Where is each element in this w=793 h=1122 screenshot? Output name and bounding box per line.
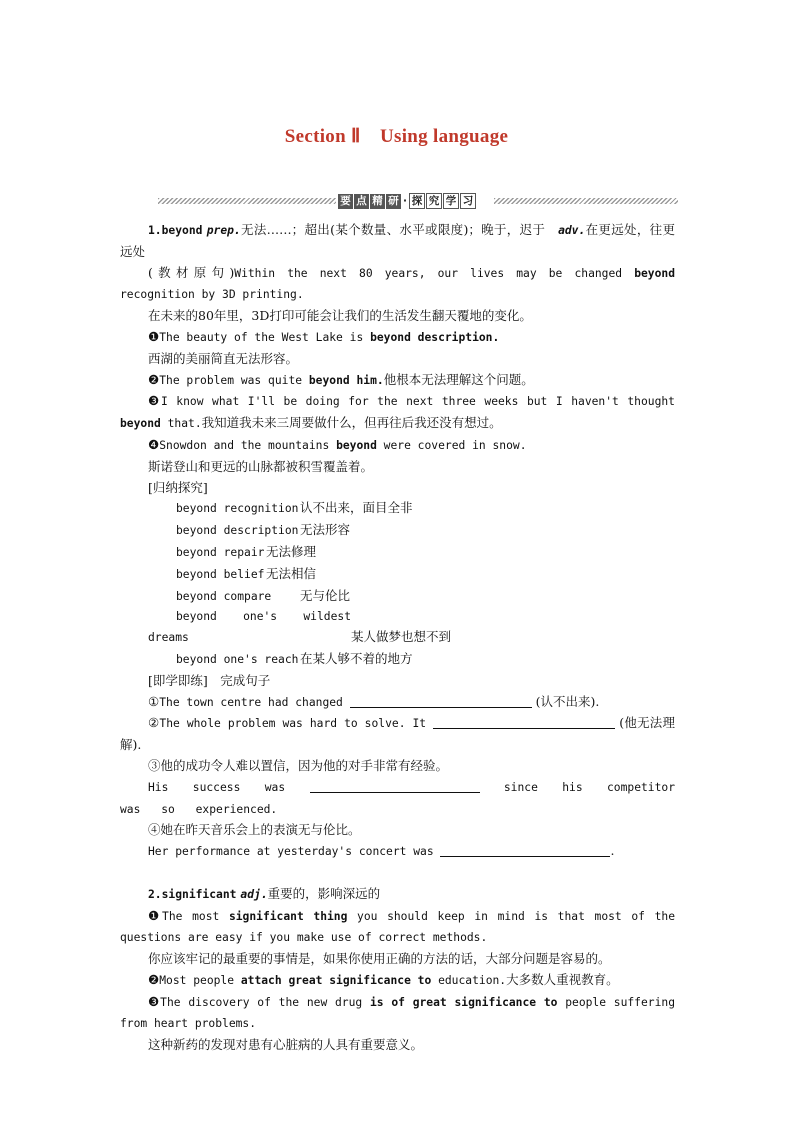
example-sentence: ❶The most significant thing you should keep in mind is that most of the questions are easy if you make use of correct methods. (120, 907, 676, 945)
document-body (120, 220, 675, 1056)
part-of-speech: prep. (206, 224, 241, 237)
example-number-icon: ❶ (148, 907, 163, 923)
part-of-speech: adv. (558, 224, 586, 237)
example-number-icon: ❹ (148, 436, 160, 452)
banner-char: 究 (426, 193, 442, 209)
translation: 你应该牢记的最重要的事情是，如果你使用正确的方法的话，大部分问题是容易的。 (148, 951, 611, 967)
phrase-row: beyond belief 无法相信 (176, 565, 317, 581)
answer-blank[interactable] (433, 715, 615, 729)
practice-question: ④她在昨天音乐会上的表演无与伦比。 (148, 822, 361, 838)
example-number-icon: ❸ (148, 393, 161, 409)
phrase-row: beyond repair 无法修理 (176, 543, 317, 559)
phrase-row: beyond one's wildest dreams 某人做梦也想不到 (148, 610, 452, 645)
entry-heading-beyond: 1.beyond prep.无法……；超出(某个数量、水平或限度)；晚于，迟于 adv.在更远处，往更远处 (120, 222, 675, 259)
headword: significant (161, 887, 237, 901)
example-number-icon: ❷ (148, 971, 160, 987)
definition: 重要的，影响深远的 (267, 885, 381, 901)
translation: 这种新药的发现对患有心脏病的人具有重要意义。 (148, 1037, 424, 1053)
banner-char: 探 (409, 193, 425, 209)
banner-dot: · (403, 195, 407, 207)
phrase-row: beyond compare 无与伦比 (176, 587, 351, 603)
banner-char: 学 (443, 193, 459, 209)
example-sentence: ❶The beauty of the West Lake is beyond description. (148, 328, 500, 344)
answer-blank[interactable] (350, 694, 532, 708)
practice-question: ①The town centre had changed (认不出来). (148, 693, 600, 709)
page-title: Section Ⅱ Using language (284, 126, 509, 147)
practice-question-line: His success was since his competitor was so experienced. (120, 780, 675, 816)
banner-tag (338, 193, 476, 209)
banner-char: 精 (370, 194, 385, 209)
banner-char: 要 (338, 194, 353, 209)
practice-question: ③他的成功令人难以置信，因为他的对手非常有经验。 (148, 757, 449, 773)
example-sentence: ❸The discovery of the new drug is of great significance to people suffering from heart problems. (120, 993, 675, 1031)
example-sentence: ❷The problem was quite beyond him.他根本无法理解这个问题。 (148, 371, 534, 387)
translation: 在未来的80年里，3D打印可能会让我们的生活发生翻天覆地的变化。 (148, 308, 532, 324)
banner-char: 习 (460, 193, 476, 209)
entry-heading-significant: 2.significant adj.重要的，影响深远的 (148, 885, 381, 901)
example-sentence: ❹Snowdon and the mountains beyond were covered in snow. (148, 436, 527, 452)
banner-char: 研 (386, 194, 401, 209)
example-sentence: ❸I know what I'll be doing for the next three weeks but I haven't thought beyond that.我知道我未来三周要做什么，但再往后我还没有想过。 (120, 393, 675, 431)
banner-hatch-left (158, 198, 336, 204)
textbook-sentence: (教材原句)Within the next 80 years, our lives may be changed beyond recognition by 3D printing. (120, 264, 675, 302)
example-number-icon: ❸ (148, 993, 161, 1009)
answer-blank[interactable] (310, 779, 480, 793)
practice-question: ②The whole problem was hard to solve. It (他无法理解). (120, 715, 675, 753)
summary-label: [归纳探究] (148, 479, 208, 495)
definition: 在更远处，往更远处 (120, 222, 675, 259)
banner-char: 点 (354, 194, 369, 209)
translation: 斯诺登山和更远的山脉都被积雪覆盖着。 (148, 458, 374, 474)
headword: beyond (161, 224, 203, 237)
translation: 西湖的美丽简直无法形容。 (148, 350, 299, 366)
section-spacer (120, 863, 675, 884)
section-banner (158, 193, 678, 209)
example-number-icon: ❷ (148, 371, 160, 387)
definition: 无法……；超出(某个数量、水平或限度)；晚于，迟于 (240, 222, 559, 237)
example-sentence: ❷Most people attach great significance to education.大多数人重视教育。 (148, 971, 619, 987)
phrase-row: beyond one's reach 在某人够不着的地方 (176, 650, 413, 666)
banner-tag-right (409, 193, 476, 209)
phrase-row: beyond description 无法形容 (176, 522, 351, 538)
answer-blank[interactable] (440, 843, 610, 857)
banner-hatch-right (494, 198, 678, 204)
example-number-icon: ❶ (148, 328, 160, 344)
part-of-speech: adj. (240, 887, 268, 901)
banner-tag-left (338, 194, 401, 209)
phrase-row: beyond recognition 认不出来，面目全非 (176, 500, 413, 516)
practice-label: [即学即练] 完成句子 (148, 672, 271, 688)
practice-question-line: Her performance at yesterday's concert was . (148, 843, 615, 859)
